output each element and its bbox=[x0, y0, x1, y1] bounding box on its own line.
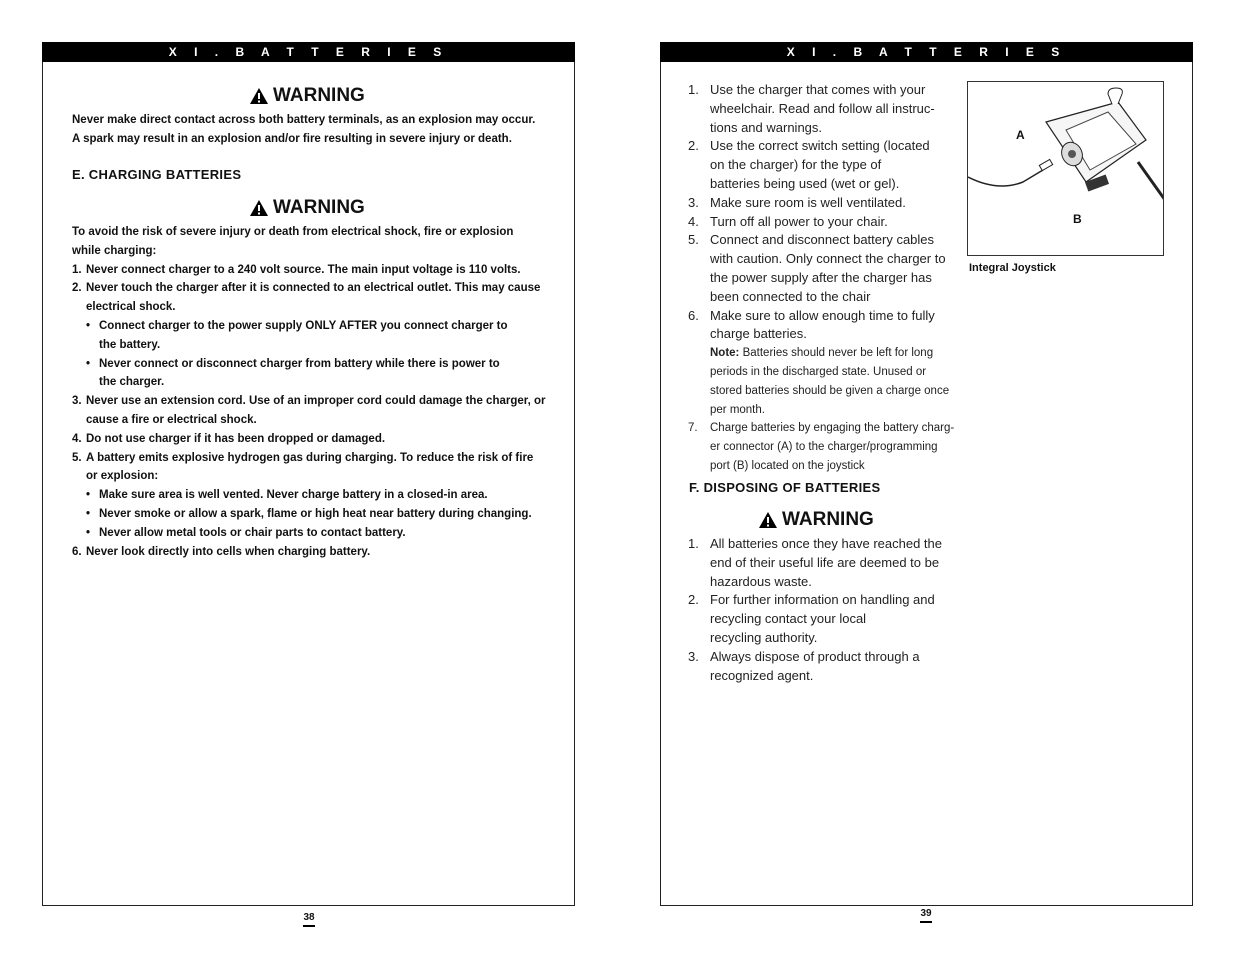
list-item: 1. Use the charger that comes with your wheelchair. Read and follow all instruc- tions and warnings. bbox=[688, 82, 935, 135]
warning-triangle-icon bbox=[249, 199, 269, 217]
note: Note: Batteries should never be left for long periods in the discharged state. Unused or stored batteries should be given a charge once per month. bbox=[710, 347, 950, 416]
warning-text: Never make direct contact across both battery terminals, as an explosion may occur. A spark may result in an explosion and/or fire resulting in severe injury or death. bbox=[72, 114, 536, 145]
list-item: 5. A battery emits explosive hydrogen gas during charging. To reduce the risk of fire or explosion: • Make sure area is well vented. Never charge battery in a closed-in area. • Never smoke or allow a spark, flame or high heat near battery during changing. • Never allow metal tools or chair parts to contact battery. bbox=[72, 449, 562, 543]
list-item: 6. Make sure to allow enough time to fully charge batteries. bbox=[688, 307, 935, 342]
right-page bbox=[660, 42, 1193, 906]
disposal-list bbox=[688, 535, 958, 685]
figure-label-b: B bbox=[1073, 212, 1082, 226]
joystick-figure bbox=[967, 81, 1164, 256]
bullet-item: • Never allow metal tools or chair parts to contact battery. bbox=[86, 526, 406, 539]
charging-warning-body: To avoid the risk of severe injury or death from electrical shock, fire or explosion while charging: 1. Never connect charger to a 240 volt source. The main input voltage is 110 volts. 2. Never touch the charger after it is connected to an electrical outlet. This may cause electrical shock. • Connect charger to the power supply ONLY AFTER you connect charger to the battery. • Never connect or disconnect charger from battery while there is power to the charger. 3. Never use an extension cord. Use of an improper cord could damage the charger, or cause a fire or electrical shock. 4. Do not use charger if it has been dropped or damaged. 5. A battery emits explosive hydrogen gas during charging. To reduce the risk of fire or explosion: • Make sure area is well vented. Never charge battery in a closed-in area. • Never smoke or allow a spark, flame or high heat near battery during changing. • Never allow metal tools or chair parts to contact battery. 6. Never look directly into cells when charging battery. bbox=[72, 223, 562, 561]
list-item: 2. For further information on handling and recycling contact your local recycling authority. bbox=[688, 592, 935, 645]
list-item: 4. Do not use charger if it has been dropped or damaged. bbox=[72, 432, 386, 445]
list-item: 1. Never connect charger to a 240 volt source. The main input voltage is 110 volts. bbox=[72, 263, 521, 276]
warning-label: WARNING bbox=[273, 85, 365, 106]
list-item: 3. Never use an extension cord. Use of an improper cord could damage the charger, or cause a fire or electrical shock. bbox=[72, 395, 546, 426]
list-item: 3. Make sure room is well ventilated. bbox=[688, 194, 906, 210]
warning-heading bbox=[249, 197, 365, 219]
list-item: 3. Always dispose of product through a recognized agent. bbox=[688, 648, 920, 683]
warning-heading bbox=[758, 509, 874, 531]
bullet-item: • Never connect or disconnect charger from battery while there is power to the charger. bbox=[86, 357, 500, 389]
section-heading-f: F. DISPOSING OF BATTERIES bbox=[689, 480, 881, 495]
section-banner: X I . B A T T E R I E S bbox=[42, 42, 575, 62]
joystick-illustration bbox=[968, 82, 1164, 256]
bullet-item: • Make sure area is well vented. Never charge battery in a closed-in area. bbox=[86, 489, 488, 502]
list-item: 4. Turn off all power to your chair. bbox=[688, 213, 888, 229]
page-number: 38 bbox=[297, 912, 321, 927]
bullet-list bbox=[86, 317, 562, 392]
list-item: 5. Connect and disconnect battery cables with caution. Only connect the charger to the power supply after the charger has been connected to the chair bbox=[688, 232, 946, 304]
bullet-item: • Connect charger to the power supply ONLY AFTER you connect charger to the battery. bbox=[86, 319, 508, 351]
list-item: 1. All batteries once they have reached the end of their useful life are deemed to be hazardous waste. bbox=[688, 536, 942, 589]
warning-triangle-icon bbox=[249, 87, 269, 105]
section-banner: X I . B A T T E R I E S bbox=[660, 42, 1193, 62]
page-number: 39 bbox=[914, 908, 938, 923]
list-item: 6. Never look directly into cells when charging battery. bbox=[72, 545, 371, 558]
list-item: 2. Use the correct switch setting (located on the charger) for the type of batteries being used (wet or gel). bbox=[688, 138, 930, 191]
left-page bbox=[42, 42, 575, 906]
section-heading-e: E. CHARGING BATTERIES bbox=[72, 167, 242, 182]
warning-label: WARNING bbox=[273, 197, 365, 218]
figure-label-a: A bbox=[1016, 128, 1025, 142]
charging-instructions bbox=[688, 81, 958, 476]
bullet-item: • Never smoke or allow a spark, flame or high heat near battery during changing. bbox=[86, 507, 532, 520]
list-item: 7. Charge batteries by engaging the battery charg- er connector (A) to the charger/programming port (B) located on the joystick bbox=[688, 422, 955, 472]
warning-triangle-icon bbox=[758, 511, 778, 529]
bullet-list bbox=[86, 486, 562, 542]
list-item: 2. Never touch the charger after it is connected to an electrical outlet. This may cause electrical shock. • Connect charger to the power supply ONLY AFTER you connect charger to the battery. • Never connect or disconnect charger from battery while there is power to the charger. bbox=[72, 279, 562, 392]
warning-label: WARNING bbox=[782, 509, 874, 530]
warning-heading bbox=[249, 85, 365, 107]
figure-caption: Integral Joystick bbox=[969, 262, 1056, 274]
